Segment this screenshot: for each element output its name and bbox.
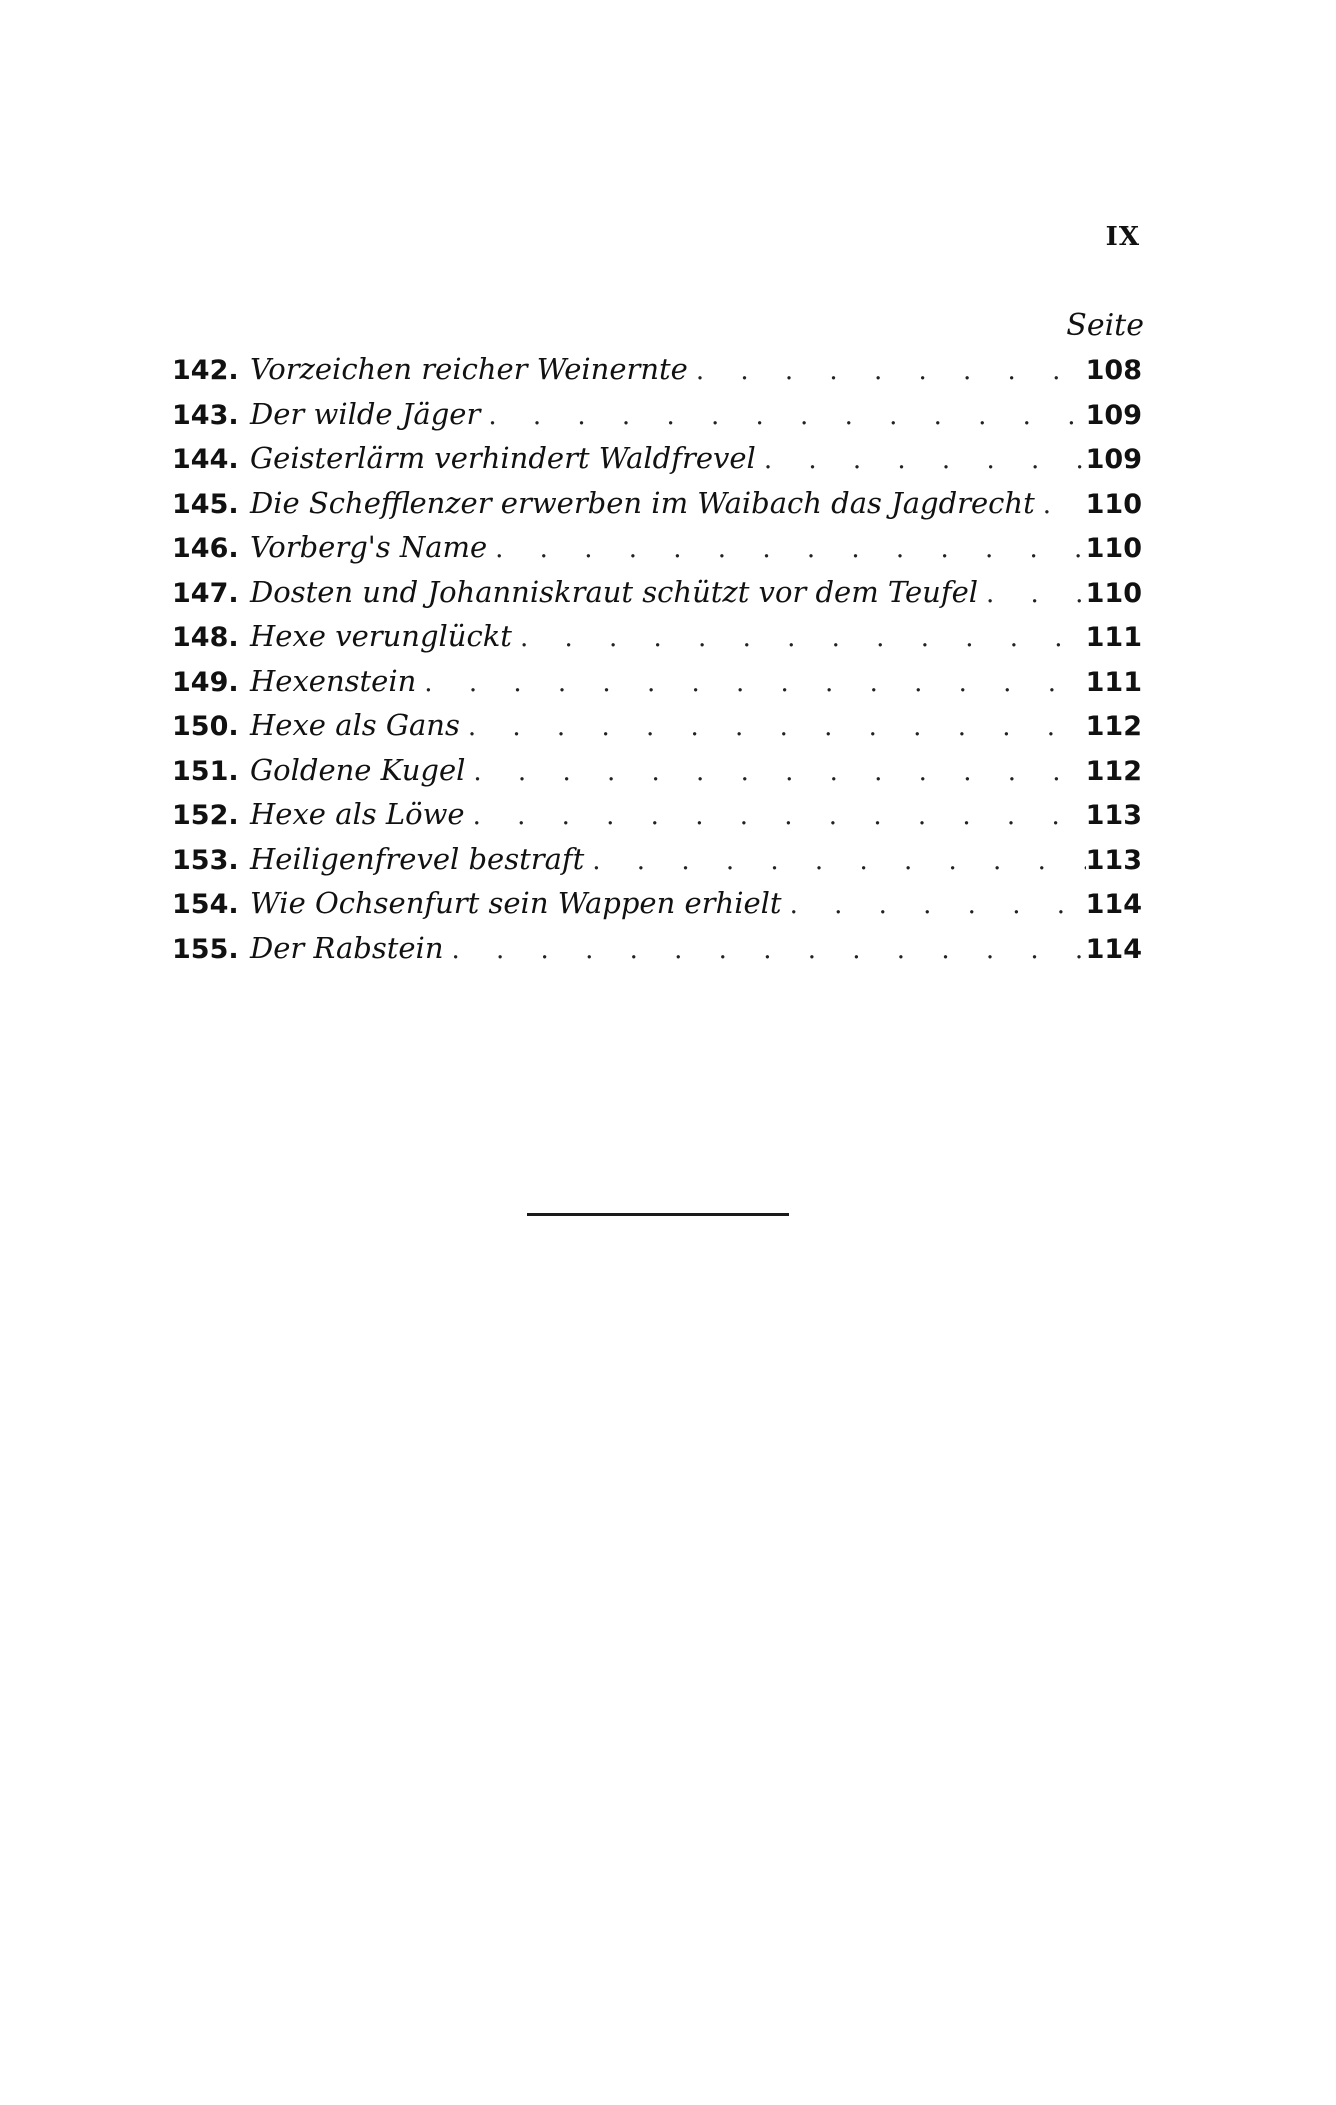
toc-entry [172, 575, 1142, 620]
toc-entry-number: 147. [172, 577, 239, 609]
toc-entry-title: Dosten und Johanniskraut schützt vor dem Teufel [250, 574, 979, 609]
page-column-header: Seite [1066, 308, 1144, 343]
toc-entry [172, 441, 1142, 486]
toc-entry [172, 753, 1142, 798]
toc-entry-title: Vorzeichen reicher Weinernte [250, 352, 688, 386]
toc-entry-page: 110 [1085, 533, 1142, 564]
section-divider [527, 1213, 789, 1216]
toc-entry-number: 148. [172, 622, 239, 653]
toc-entry-title: Hexe als Löwe [250, 797, 465, 831]
toc-entry-page: 109 [1085, 399, 1142, 431]
toc-entry-page: 112 [1085, 755, 1142, 787]
toc-entry-title: Hexenstein [250, 663, 417, 698]
toc-entry-page: 110 [1085, 577, 1142, 609]
page-number: IX [1105, 222, 1140, 252]
toc-entry [172, 931, 1142, 976]
toc-entry-number: 150. [172, 711, 239, 742]
toc-entry-page: 111 [1085, 666, 1142, 698]
leader-dots [468, 712, 1086, 742]
toc-entry-title: Der Rabstein [250, 930, 444, 965]
toc-entry-page: 114 [1085, 889, 1142, 920]
toc-entry [172, 397, 1142, 442]
toc-entry-number: 152. [172, 800, 239, 831]
toc-entry-title: Heiligenfrevel bestraft [250, 841, 585, 876]
leader-dots [473, 801, 1086, 831]
toc-entry-title: Hexe als Gans [250, 708, 460, 742]
toc-entry-number: 143. [172, 399, 239, 431]
leader-dots [520, 623, 1086, 653]
toc-entry [172, 886, 1142, 931]
toc-entry-page: 113 [1085, 800, 1142, 831]
toc-entry-page: 108 [1085, 355, 1142, 386]
toc-entry [172, 619, 1142, 664]
leader-dots [764, 445, 1086, 475]
toc-entry-title: Die Schefflenzer erwerben im Waibach das Jagdrecht [250, 485, 1035, 520]
toc-entry-title: Wie Ochsenfurt sein Wappen erhielt [250, 886, 782, 920]
toc-entry-number: 154. [172, 889, 239, 920]
toc-entry-page: 112 [1085, 711, 1142, 742]
toc-entry-number: 144. [172, 444, 239, 475]
leader-dots [986, 579, 1086, 609]
leader-dots [1043, 490, 1086, 520]
toc-entry-page: 113 [1085, 844, 1142, 876]
leader-dots [452, 935, 1086, 965]
leader-dots [696, 356, 1086, 386]
toc-entry-page: 111 [1085, 622, 1142, 653]
toc-entry [172, 530, 1142, 575]
leader-dots [488, 401, 1085, 431]
toc-entry-number: 149. [172, 666, 239, 698]
toc-entry-number: 146. [172, 533, 239, 564]
table-of-contents [172, 352, 1142, 975]
toc-entry-page: 110 [1085, 488, 1142, 520]
leader-dots [473, 757, 1085, 787]
toc-entry-title: Geisterlärm verhindert Waldfrevel [250, 441, 756, 475]
toc-entry-title: Der wilde Jäger [250, 396, 481, 431]
toc-entry [172, 352, 1142, 397]
leader-dots [790, 890, 1086, 920]
toc-entry-title: Goldene Kugel [250, 752, 466, 787]
toc-entry-title: Vorberg's Name [250, 530, 488, 564]
toc-entry-page: 114 [1085, 933, 1142, 965]
leader-dots [424, 668, 1085, 698]
toc-entry-number: 142. [172, 355, 239, 386]
toc-entry [172, 797, 1142, 842]
toc-entry-page: 109 [1085, 444, 1142, 475]
toc-entry [172, 842, 1142, 887]
toc-entry-number: 153. [172, 844, 239, 876]
toc-entry-number: 145. [172, 488, 239, 520]
leader-dots [592, 846, 1085, 876]
toc-entry-title: Hexe verunglückt [250, 619, 512, 653]
toc-entry-number: 151. [172, 755, 239, 787]
toc-entry [172, 664, 1142, 709]
leader-dots [495, 534, 1085, 564]
toc-entry-number: 155. [172, 933, 239, 965]
toc-entry [172, 708, 1142, 753]
toc-entry [172, 486, 1142, 531]
